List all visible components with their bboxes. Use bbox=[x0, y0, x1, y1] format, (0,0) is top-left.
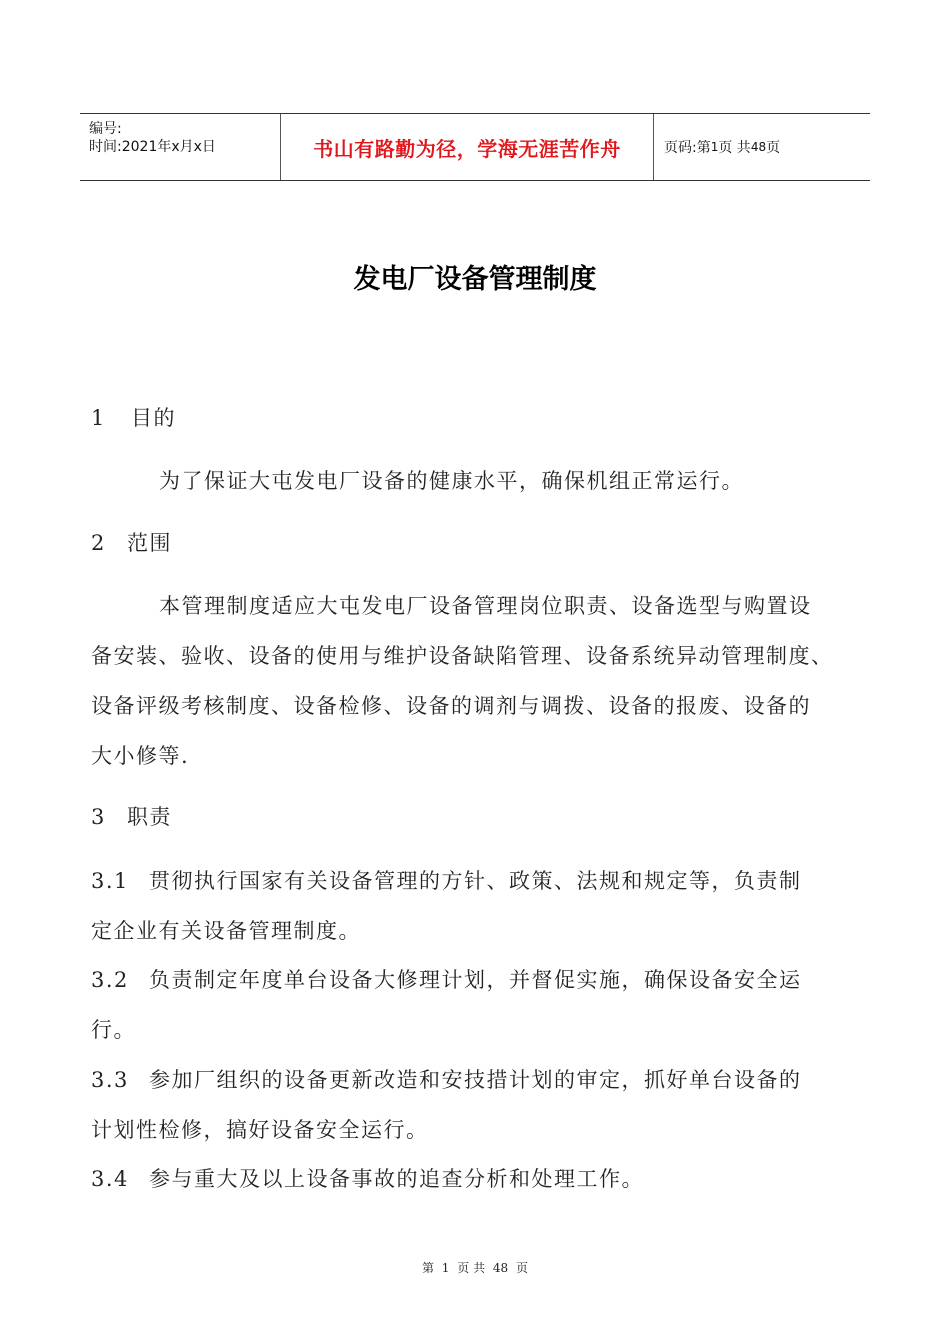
item-3-1-text: 贯彻执行国家有关设备管理的方针、政策、法规和规定等，负责制 bbox=[149, 869, 802, 893]
section-3-number: 3 bbox=[91, 805, 106, 829]
item-3-4-number: 3.4 bbox=[91, 1167, 129, 1191]
item-3-4-line-1 bbox=[91, 1163, 644, 1193]
section-2-line-4: 大小修等. bbox=[91, 744, 190, 768]
header-page-cell bbox=[654, 114, 870, 180]
item-3-2-text: 负责制定年度单台设备大修理计划，并督促实施，确保设备安全运 bbox=[149, 968, 802, 992]
section-3-heading bbox=[91, 801, 172, 831]
section-1-title: 目的 bbox=[131, 406, 176, 430]
page-mid: 页 共 bbox=[718, 140, 751, 156]
page-current: 1 bbox=[710, 140, 719, 154]
section-2-number: 2 bbox=[91, 531, 106, 555]
page-total: 48 bbox=[750, 140, 767, 154]
document-header bbox=[80, 113, 870, 181]
time-label: 时间: bbox=[89, 139, 122, 155]
item-3-3-text: 参加厂组织的设备更新改造和安技措计划的审定，抓好单台设备的 bbox=[149, 1068, 802, 1092]
section-2-title: 范围 bbox=[127, 531, 172, 555]
page-label: 页码: bbox=[664, 140, 697, 156]
time-line bbox=[89, 138, 280, 156]
item-3-1-line-1 bbox=[91, 865, 802, 895]
section-2-heading bbox=[91, 527, 172, 557]
footer-suffix: 页 bbox=[516, 1261, 529, 1275]
page-footer bbox=[0, 1259, 950, 1276]
page-suffix: 页 bbox=[766, 140, 781, 156]
motto: 书山有路勤为径，学海无涯苦作舟 bbox=[281, 114, 654, 180]
footer-total: 48 bbox=[492, 1261, 509, 1275]
item-3-3-line-2: 计划性检修，搞好设备安全运行。 bbox=[91, 1118, 429, 1142]
header-meta-cell bbox=[80, 114, 281, 180]
item-3-2-line-2: 行。 bbox=[91, 1018, 136, 1042]
section-2-line-2: 备安装、验收、设备的使用与维护设备缺陷管理、设备系统异动管理制度、 bbox=[91, 644, 834, 668]
section-3-title: 职责 bbox=[127, 805, 172, 829]
section-1-body: 为了保证大屯发电厂设备的健康水平，确保机组正常运行。 bbox=[159, 469, 744, 493]
document-title: 发电厂设备管理制度 bbox=[353, 264, 597, 295]
footer-prefix: 第 bbox=[421, 1261, 434, 1275]
footer-mid: 页 共 bbox=[457, 1261, 486, 1275]
item-3-2-number: 3.2 bbox=[91, 968, 129, 992]
item-3-1-number: 3.1 bbox=[91, 869, 129, 893]
section-2-line-1: 本管理制度适应大屯发电厂设备管理岗位职责、设备选型与购置设 bbox=[159, 594, 812, 618]
item-3-1-line-2: 定企业有关设备管理制度。 bbox=[91, 919, 361, 943]
item-3-4-text: 参与重大及以上设备事故的追查分析和处理工作。 bbox=[149, 1167, 644, 1191]
page-prefix: 第 bbox=[696, 140, 711, 156]
section-1-heading bbox=[91, 402, 176, 432]
item-3-2-line-1 bbox=[91, 964, 802, 994]
section-1-number: 1 bbox=[91, 406, 106, 430]
item-3-3-number: 3.3 bbox=[91, 1068, 129, 1092]
footer-current: 1 bbox=[441, 1261, 450, 1275]
section-2-line-3: 设备评级考核制度、设备检修、设备的调剂与调拨、设备的报废、设备的 bbox=[91, 694, 811, 718]
time-value: 2021年x月x日 bbox=[121, 139, 216, 155]
number-label: 编号: bbox=[89, 121, 122, 137]
item-3-3-line-1 bbox=[91, 1064, 802, 1094]
